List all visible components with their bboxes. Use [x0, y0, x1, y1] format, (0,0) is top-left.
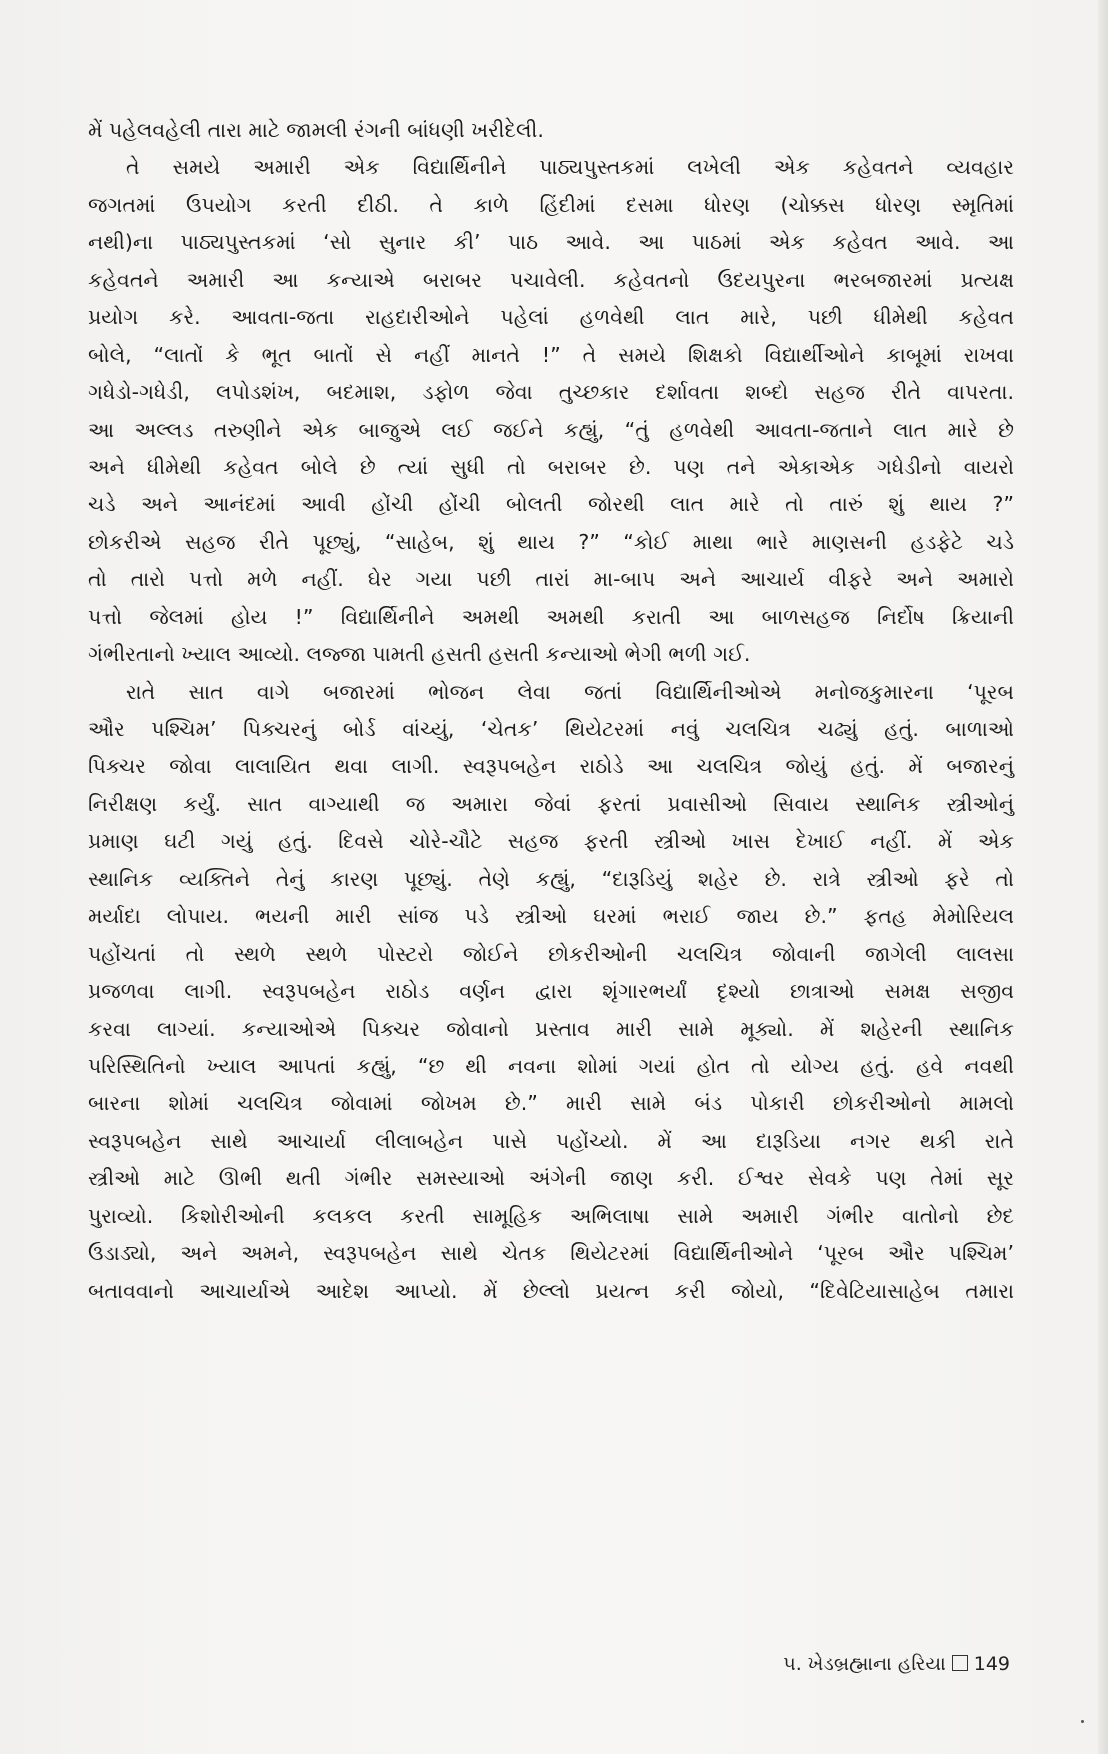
text-line: બોલે, “લાતોં કે ભૂત બાતોં સે નહીં માનતે !” તે સમયે શિક્ષકો વિદ્યાર્થીઓને કાબૂમાં રાખવા [88, 342, 1014, 367]
square-icon [952, 1655, 968, 1671]
text-line: બતાવવાનો આચાર્યાએ આદેશ આપ્યો. મેં છેલ્લો પ્રયત્ન કરી જોયો, “દિવેટિયાસાહેબ તમારા [88, 1278, 1014, 1303]
text-line: ચડે અને આનંદમાં આવી હોંચી હોંચી બોલતી જોરથી લાત મારે તો તારું શું થાય ?” [88, 492, 1014, 517]
text-line: પહોંચતાં તો સ્થળે સ્થળે પોસ્ટરો જોઈને છોકરીઓની ચલચિત્ર જોવાની જાગેલી લાલસા [88, 941, 1014, 966]
text-line: તે સમયે અમારી એક વિદ્યાર્થિનીને પાઠ્યપુસ્તકમાં લખેલી એક કહેવતને વ્યવહાર [126, 155, 1014, 180]
page-footer [740, 1653, 1010, 1675]
text-line: રાતે સાત વાગે બજારમાં ભોજન લેવા જતાં વિદ્યાર્થિનીઓએ મનોજકુમારના ‘પૂરબ [126, 679, 1014, 704]
text-line: આ અલ્લડ તરુણીને એક બાજુએ લઈ જઈને કહ્યું, “તું હળવેથી આવતા-જતાને લાત મારે છે [88, 417, 1014, 442]
text-line: સ્ત્રીઓ માટે ઊભી થતી ગંભીર સમસ્યાઓ અંગેની જાણ કરી. ઈશ્વર સેવકે પણ તેમાં સૂર [88, 1166, 1014, 1191]
text-line: પ્રયોગ કરે. આવતા-જતા રાહદારીઓને પહેલાં હળવેથી લાત મારે, પછી ધીમેથી કહેવત [88, 305, 1014, 330]
body-text [88, 112, 1014, 1310]
text-line: તો તારો પત્તો મળે નહીં. ઘેર ગયા પછી તારાં મા-બાપ અને આચાર્ય વીફરે અને અમારો [88, 567, 1014, 592]
text-line: પ્રમાણ ઘટી ગયું હતું. દિવસે ચોરે-ચૌટે સહજ ફરતી સ્ત્રીઓ ખાસ દેખાઈ નહીં. મેં એક [88, 829, 1014, 854]
text-line: કહેવતને અમારી આ કન્યાએ બરાબર પચાવેલી. કહેવતનો ઉદયપુરના ભરબજારમાં પ્રત્યક્ષ [88, 267, 1014, 292]
text-line: બારના શોમાં ચલચિત્ર જોવામાં જોખમ છે.” મારી સામે બંડ પોકારી છોકરીઓનો મામલો [88, 1091, 1014, 1116]
text-line: જગતમાં ઉપયોગ કરતી દીઠી. તે કાળે હિંદીમાં દસમા ધોરણ (ચોક્કસ ધોરણ સ્મૃતિમાં [88, 192, 1014, 217]
text-line: નિરીક્ષણ કર્યું. સાત વાગ્યાથી જ અમારા જેવાં ફરતાં પ્રવાસીઓ સિવાય સ્થાનિક સ્ત્રીઓનું [88, 791, 1014, 816]
text-line: પ્રજળવા લાગી. સ્વરૂપબહેન રાઠોડ વર્ણન દ્વારા શૃંગારભર્યાં દૃશ્યો છાત્રાઓ સમક્ષ સજીવ [88, 979, 1014, 1004]
text-line: પરિસ્થિતિનો ખ્યાલ આપતાં કહ્યું, “છ થી નવના શોમાં ગયાં હોત તો યોગ્ય હતું. હવે નવથી [88, 1053, 1014, 1078]
text-line: ઔર પશ્ચિમ’ પિક્ચરનું બોર્ડ વાંચ્યું, ‘ચેતક’ થિયેટરમાં નવું ચલચિત્ર ચઢ્યું હતું. બાળાઓ [88, 717, 1014, 741]
text-line: અને ધીમેથી કહેવત બોલે છે ત્યાં સુધી તો બરાબર છે. પણ તને એકાએક ગધેડીનો વાયરો [88, 454, 1014, 479]
page-edge [1098, 0, 1108, 1754]
page-number: 149 [973, 1653, 1010, 1675]
text-line: ઉડાડ્યો, અને અમને, સ્વરૂપબહેન સાથે ચેતક થિયેટરમાં વિદ્યાર્થિનીઓને ‘પૂરબ ઔર પશ્ચિમ’ [88, 1241, 1014, 1266]
text-line: સ્વરૂપબહેન સાથે આચાર્યા લીલાબહેન પાસે પહોંચ્યો. મેં આ દારૂડિયા નગર થકી રાતે [88, 1128, 1014, 1153]
text-line: મર્યાદા લોપાય. ભયની મારી સાંજ પડે સ્ત્રીઓ ઘરમાં ભરાઈ જાય છે.” ફતહ મેમોરિયલ [88, 904, 1014, 929]
text-line: મેં પહેલવહેલી તારા માટે જામલી રંગની બાંધણી ખરીદેલી. [88, 118, 544, 142]
text-line: છોકરીએ સહજ રીતે પૂછ્યું, “સાહેબ, શું થાય ?” “કોઈ માથા ભારે માણસની હડફેટે ચડે [88, 529, 1014, 554]
text-line: પુરાવ્યો. કિશોરીઓની કલકલ કરતી સામૂહિક અભિલાષા સામે અમારી ગંભીર વાતોનો છેદ [88, 1203, 1014, 1228]
text-line: પિક્ચર જોવા લાલાયિત થવા લાગી. સ્વરૂપબહેન રાઠોડે આ ચલચિત્ર જોયું હતું. મેં બજારનું [88, 754, 1014, 779]
text-line: પત્તો જેલમાં હોય !” વિદ્યાર્થિનીને અમથી અમથી કરાતી આ બાળસહજ નિર્દોષ ક્રિયાની [88, 604, 1014, 629]
footer-chapter-title: ૫. ખેડબ્રહ્માના હરિયા [783, 1653, 946, 1675]
text-line: સ્થાનિક વ્યક્તિને તેનું કારણ પૂછ્યું. તેણે કહ્યું, “દારૂડિયું શહેર છે. રાત્રે સ્ત્રીઓ ફરે તો [88, 866, 1014, 891]
scan-speck [1081, 1720, 1084, 1723]
text-line: નથી)ના પાઠ્યપુસ્તકમાં ‘સો સુનાર કી’ પાઠ આવે. આ પાઠમાં એક કહેવત આવે. આ [88, 230, 1014, 255]
text-line: ગંભીરતાનો ખ્યાલ આવ્યો. લજ્જા પામતી હસતી હસતી કન્યાઓ ભેગી ભળી ગઈ. [88, 642, 751, 667]
text-line: કરવા લાગ્યાં. કન્યાઓએ પિક્ચર જોવાનો પ્રસ્તાવ મારી સામે મૂક્યો. મેં શહેરની સ્થાનિક [88, 1016, 1014, 1041]
text-line: ગધેડો-ગધેડી, લપોડશંખ, બદમાશ, ડફોળ જેવા તુચ્છકાર દર્શાવતા શબ્દો સહજ રીતે વાપરતા. [88, 380, 1014, 405]
